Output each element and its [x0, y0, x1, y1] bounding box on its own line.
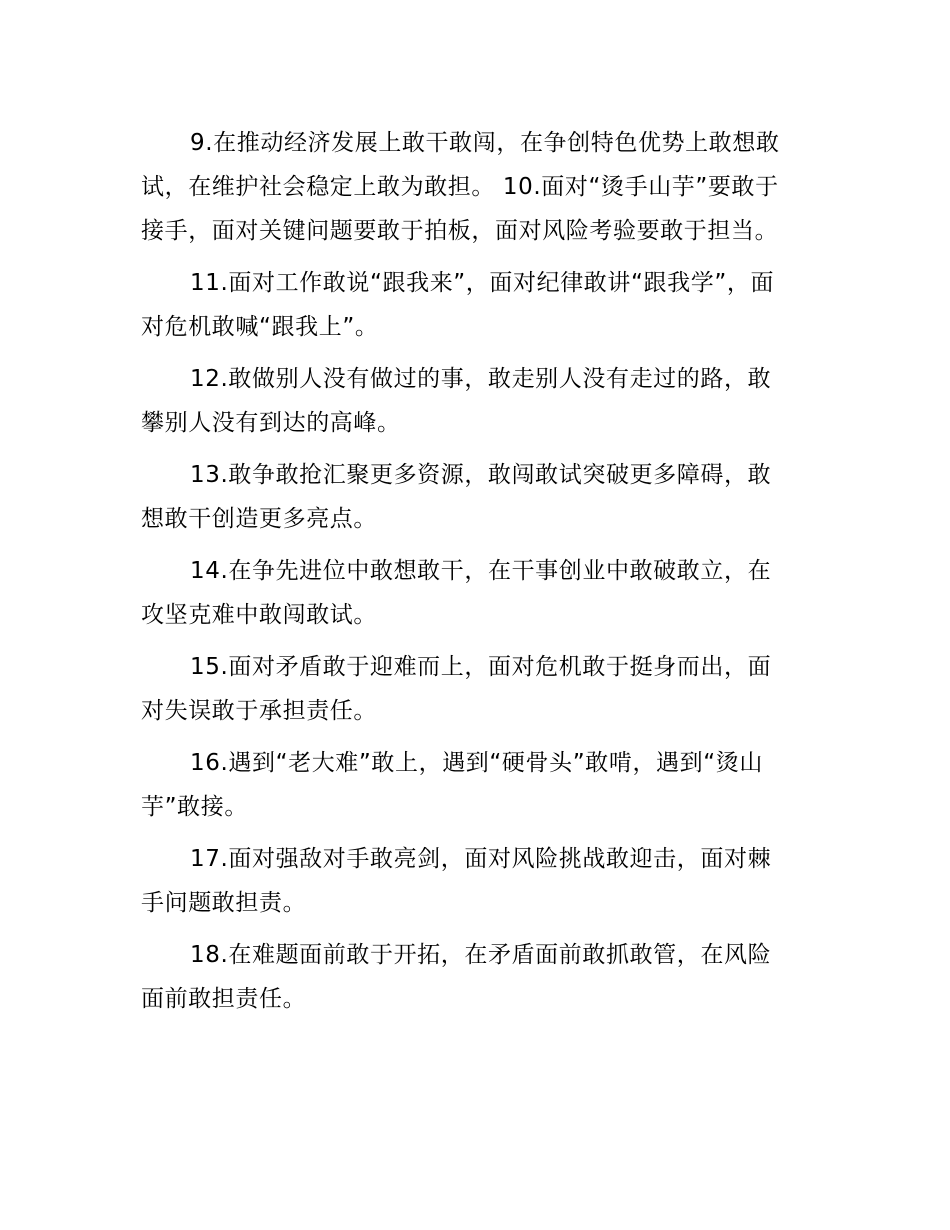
paragraph-line: 15.面对矛盾敢于迎难而上，面对危机敢于挺身而出，面 — [190, 654, 772, 680]
paragraph-line: 攻坚克难中敢闯敢试。 — [141, 602, 377, 628]
paragraph-line: 对失误敢于承担责任。 — [141, 698, 377, 724]
paragraph-line: 想敢干创造更多亮点。 — [141, 506, 377, 532]
paragraph-line: 芋”敢接。 — [141, 794, 248, 820]
paragraph-17 — [141, 837, 813, 925]
paragraph-line: 面前敢担责任。 — [141, 986, 307, 1012]
document-page — [141, 121, 813, 1029]
paragraph-11 — [141, 261, 813, 349]
paragraph-9 — [141, 121, 813, 253]
paragraph-line: 17.面对强敌对手敢亮剑，面对风险挑战敢迎击，面对棘 — [190, 846, 772, 872]
paragraph-line: 16.遇到“老大难”敢上，遇到“硬骨头”敢啃，遇到“烫山 — [190, 750, 763, 776]
paragraph-line: 手问题敢担责。 — [141, 890, 307, 916]
paragraph-line: 11.面对工作敢说“跟我来”，面对纪律敢讲“跟我学”，面 — [190, 270, 775, 296]
paragraph-16 — [141, 741, 813, 829]
paragraph-line: 对危机敢喊“跟我上”。 — [141, 314, 379, 340]
paragraph-12 — [141, 357, 813, 445]
paragraph-14 — [141, 549, 813, 637]
paragraph-line: 18.在难题面前敢于开拓，在矛盾面前敢抓敢管，在风险 — [190, 942, 772, 968]
paragraph-line: 12.敢做别人没有做过的事，敢走别人没有走过的路，敢 — [190, 366, 772, 392]
paragraph-line: 14.在争先进位中敢想敢干，在干事创业中敢破敢立，在 — [190, 558, 772, 584]
paragraph-line: 试，在维护社会稳定上敢为敢担。 10.面对“烫手山芋”要敢于 — [141, 174, 779, 200]
paragraph-18 — [141, 933, 813, 1021]
paragraph-line: 13.敢争敢抢汇聚更多资源，敢闯敢试突破更多障碍，敢 — [190, 462, 772, 488]
paragraph-line: 9.在推动经济发展上敢干敢闯，在争创特色优势上敢想敢 — [190, 130, 780, 156]
paragraph-13 — [141, 453, 813, 541]
paragraph-15 — [141, 645, 813, 733]
paragraph-line: 攀别人没有到达的高峰。 — [141, 410, 401, 436]
paragraph-line: 接手，面对关键问题要敢于拍板，面对风险考验要敢于担当。 — [141, 218, 779, 244]
